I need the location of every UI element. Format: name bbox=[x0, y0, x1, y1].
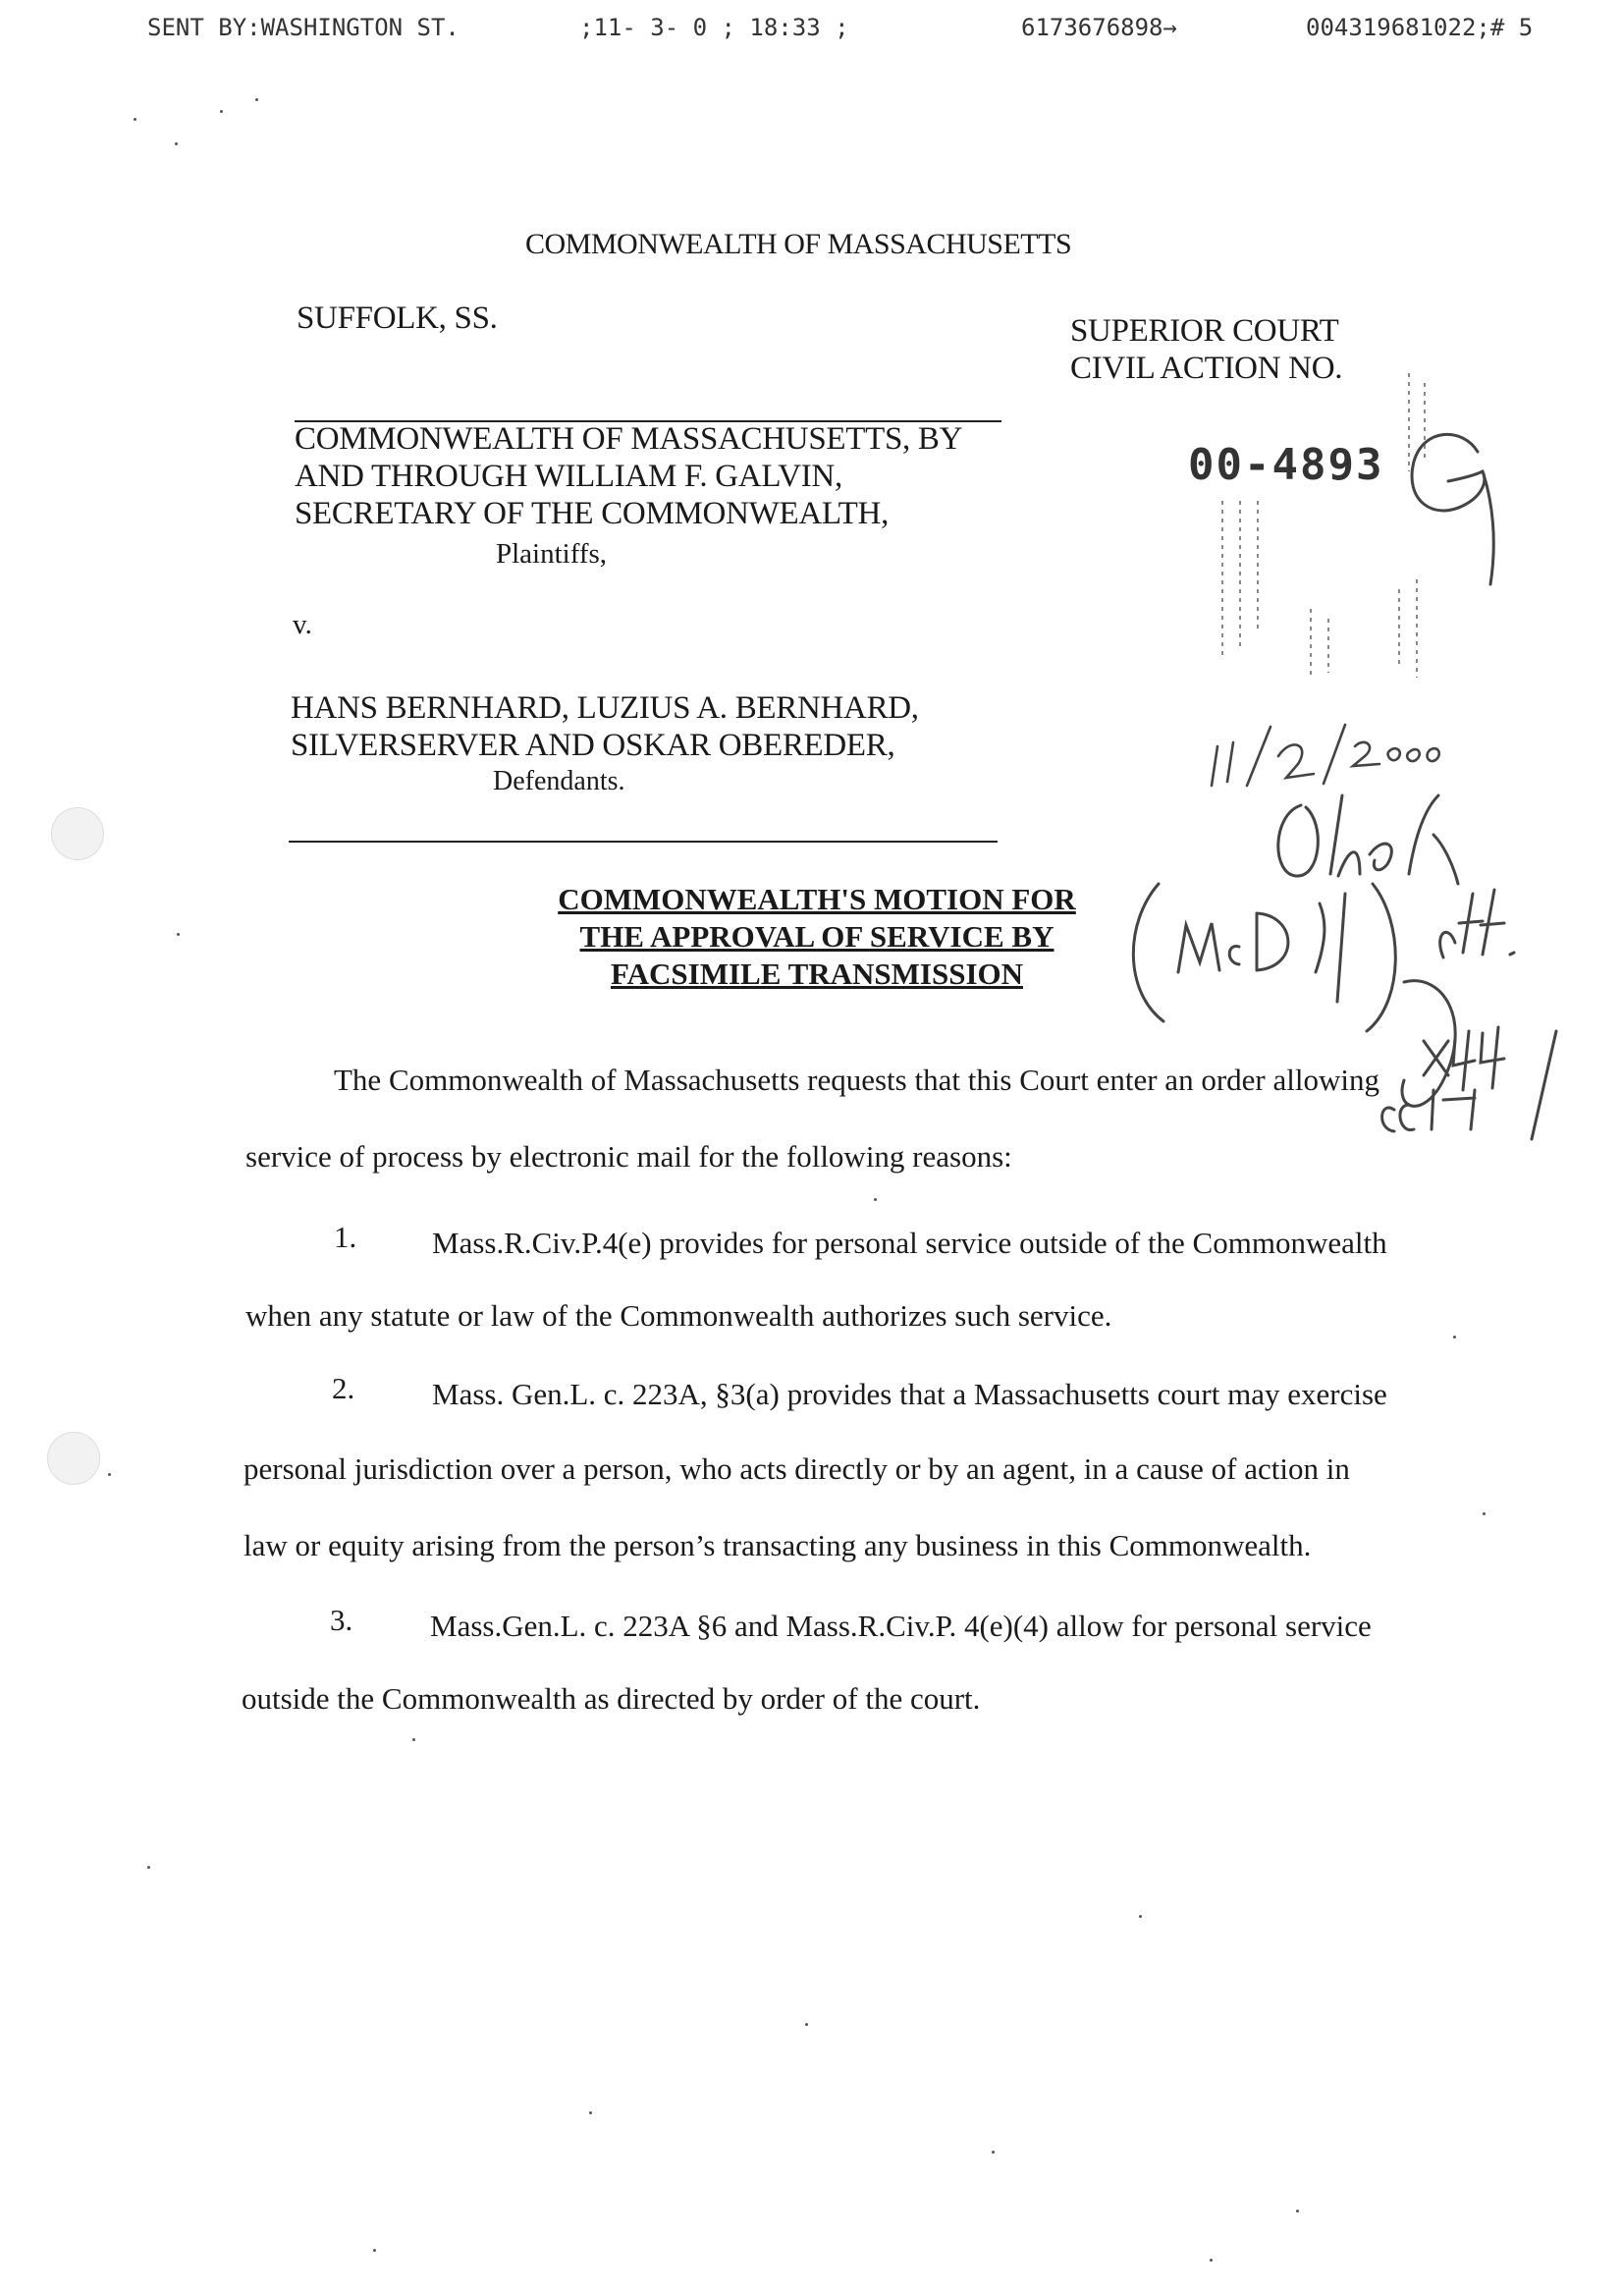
paragraph-1-line-1: Mass.R.Civ.P.4(e) provides for personal service outside of the Commonwealth bbox=[432, 1226, 1387, 1260]
scan-speck bbox=[992, 2151, 995, 2154]
intro-line-1: The Commonwealth of Massachusetts requests that this Court enter an order allowing bbox=[334, 1063, 1379, 1097]
scan-speck bbox=[1453, 1336, 1456, 1339]
paragraph-2-line-3: law or equity arising from the person’s transacting any business in this Commonwealth. bbox=[243, 1528, 1312, 1562]
versus: v. bbox=[293, 609, 312, 640]
scan-speck bbox=[108, 1473, 111, 1476]
plaintiff-line-3: SECRETARY OF THE COMMONWEALTH, bbox=[295, 496, 890, 531]
scan-speck bbox=[412, 1738, 415, 1741]
plaintiff-line-1: COMMONWEALTH OF MASSACHUSETTS, BY bbox=[295, 421, 963, 457]
court-name: SUPERIOR COURT bbox=[1070, 313, 1339, 349]
scan-speck bbox=[147, 1866, 150, 1869]
defendant-role: Defendants. bbox=[493, 766, 625, 796]
scan-speck bbox=[134, 118, 136, 121]
scan-speck bbox=[1296, 2210, 1299, 2213]
scan-speck bbox=[805, 2023, 808, 2026]
scan-speck bbox=[589, 2111, 592, 2114]
scan-speck bbox=[1483, 1512, 1486, 1515]
defendant-line-2: SILVERSERVER AND OSKAR OBEREDER, bbox=[291, 728, 895, 763]
case-number: 00-4893 bbox=[1188, 440, 1384, 490]
scan-speck bbox=[175, 142, 178, 145]
motion-title-line-3: FACSIMILE TRANSMISSION bbox=[610, 957, 1024, 991]
county-label: SUFFOLK, SS. bbox=[297, 301, 498, 336]
punch-hole-top bbox=[51, 807, 104, 860]
fax-recipient: 004319681022;# 5 bbox=[1306, 14, 1534, 41]
scan-speck bbox=[1139, 1915, 1142, 1918]
paragraph-3-line-2: outside the Commonwealth as directed by order of the court. bbox=[242, 1681, 981, 1716]
paragraph-2-number: 2. bbox=[332, 1371, 355, 1405]
handwritten-margin-note bbox=[1109, 864, 1571, 1149]
scan-speck bbox=[1210, 2259, 1213, 2262]
civil-action-label: CIVIL ACTION NO. bbox=[1070, 351, 1343, 386]
paragraph-2-line-2: personal jurisdiction over a person, who acts directly or by an agent, in a cause of action in bbox=[243, 1451, 1350, 1486]
defendant-line-1: HANS BERNHARD, LUZIUS A. BERNHARD, bbox=[291, 690, 919, 726]
jurisdiction-heading: COMMONWEALTH OF MASSACHUSETTS bbox=[525, 228, 1072, 260]
scan-speck bbox=[373, 2249, 376, 2252]
intro-line-2: service of process by electronic mail for the following reasons: bbox=[245, 1139, 1012, 1174]
scan-speck bbox=[874, 1198, 877, 1201]
paragraph-1-line-2: when any statute or law of the Commonwealth authorizes such service. bbox=[245, 1298, 1112, 1333]
paragraph-3-line-1: Mass.Gen.L. c. 223A §6 and Mass.R.Civ.P. 4(e)(4) allow for personal service bbox=[430, 1609, 1372, 1643]
caption-rule-bottom bbox=[289, 841, 998, 843]
scan-speck bbox=[255, 98, 258, 101]
paragraph-1-number: 1. bbox=[334, 1220, 357, 1254]
paragraph-2-line-1: Mass. Gen.L. c. 223A, §3(a) provides that a Massachusetts court may exercise bbox=[432, 1377, 1387, 1411]
paragraph-3-number: 3. bbox=[330, 1603, 353, 1637]
plaintiff-role: Plaintiffs, bbox=[496, 538, 608, 570]
motion-title-line-1: COMMONWEALTH'S MOTION FOR bbox=[558, 882, 1076, 916]
fax-phone: 6173676898→ bbox=[1021, 14, 1177, 41]
fax-sender: SENT BY:WASHINGTON ST. bbox=[147, 14, 460, 41]
scan-speck bbox=[220, 110, 223, 113]
handwritten-letter-g bbox=[1384, 412, 1522, 609]
punch-hole-bottom bbox=[47, 1432, 100, 1485]
plaintiff-line-2: AND THROUGH WILLIAM F. GALVIN, bbox=[295, 459, 842, 494]
fax-datetime: ;11- 3- 0 ; 18:33 ; bbox=[579, 14, 849, 41]
motion-title-line-2: THE APPROVAL OF SERVICE BY bbox=[579, 919, 1054, 954]
scan-speck bbox=[177, 933, 180, 936]
